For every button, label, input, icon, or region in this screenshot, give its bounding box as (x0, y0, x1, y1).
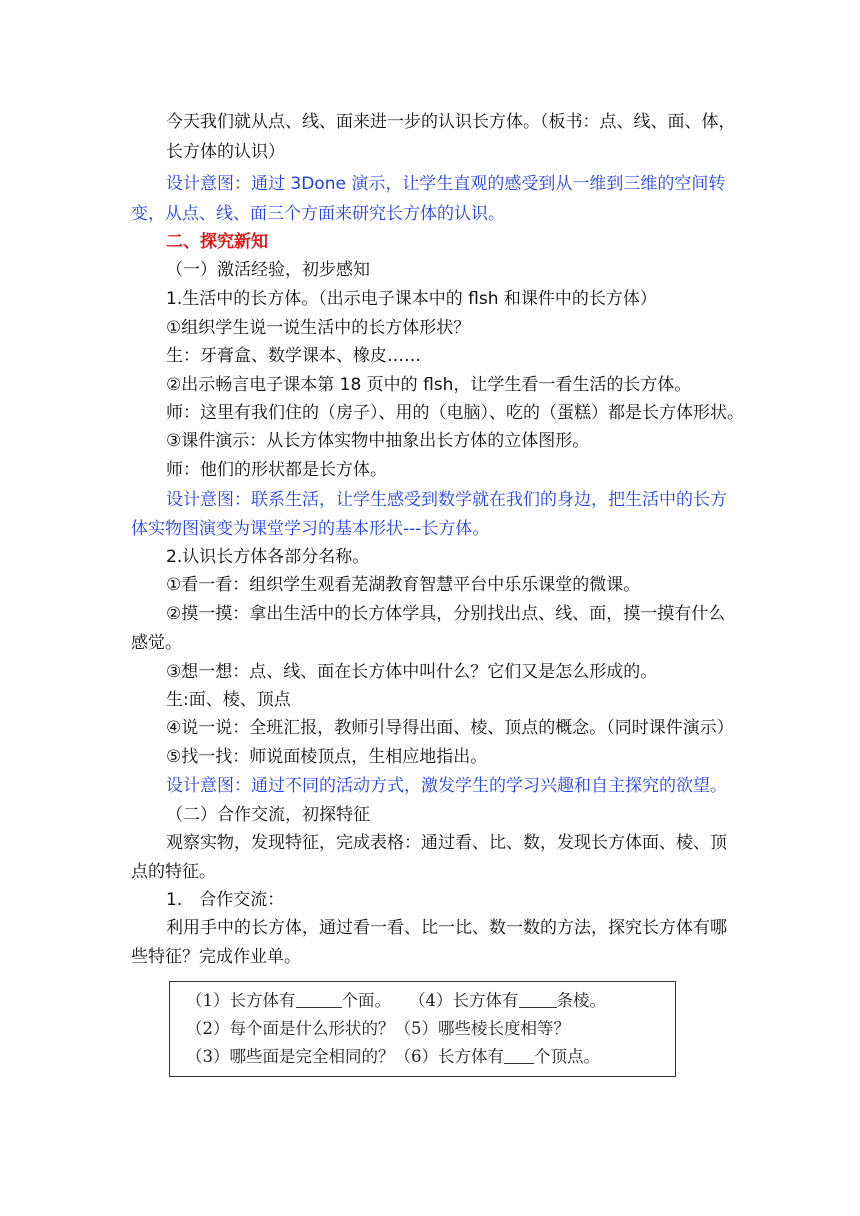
worksheet-box (169, 981, 676, 1077)
paragraph-line: ①组织学生说一说生活中的长方体形状？ (166, 318, 471, 338)
paragraph-line: 生：牙膏盒、数学课本、橡皮…… (166, 346, 421, 366)
answer-blank[interactable] (504, 1047, 534, 1064)
paragraph-line: 2.认识长方体各部分名称。 (166, 547, 370, 567)
paragraph-line: 1.生活中的长方体。（出示电子课本中的 flsh 和课件中的长方体） (166, 289, 657, 309)
worksheet-row-1 (186, 990, 606, 1012)
paragraph-line: 师：他们的形状都是长方体。 (166, 460, 387, 480)
paragraph-line: ①看一看：组织学生观看芜湖教育智慧平台中乐乐课堂的微课。 (166, 575, 641, 595)
paragraph-line: ②出示畅言电子课本第 18 页中的 flsh，让学生看一看生活的长方体。 (166, 375, 692, 395)
design-intent-line: 设计意图：联系生活，让学生感受到数学就在我们的身边，把生活中的长方 (166, 490, 727, 510)
paragraph-line: 利用手中的长方体，通过看一看、比一比、数一数的方法，探究长方体有哪 (166, 918, 727, 938)
paragraph-line: 观察实物，发现特征，完成表格：通过看、比、数，发现长方体面、棱、顶 (166, 833, 727, 853)
paragraph-line: ②摸一摸：拿出生活中的长方体学具，分别找出点、线、面，摸一摸有什么 (166, 604, 726, 624)
worksheet-row-3 (186, 1046, 600, 1068)
question-6: （6）长方体有 (394, 1047, 504, 1066)
paragraph-line: ③课件演示：从长方体实物中抽象出长方体的立体图形。 (166, 431, 590, 451)
design-intent-line: 变，从点、线、面三个方面来研究长方体的认识。 (131, 204, 505, 224)
question-6-suffix: 个顶点。 (534, 1047, 600, 1066)
worksheet-row-2 (186, 1018, 570, 1040)
design-intent-line: 设计意图：通过不同的活动方式，激发学生的学习兴趣和自主探究的欲望。 (166, 776, 727, 796)
section-heading: 二、探究新知 (166, 232, 268, 252)
question-2: （2）每个面是什么形状的？ (186, 1019, 395, 1038)
paragraph-line: 感觉。 (131, 633, 182, 653)
answer-blank[interactable] (519, 991, 557, 1008)
paragraph-line: ③想一想：点、线、面在长方体中叫什么？它们又是怎么形成的。 (166, 662, 658, 682)
paragraph-line: 生:面、棱、顶点 (166, 690, 291, 710)
paragraph-line: ⑤找一找：师说面棱顶点，生相应地指出。 (166, 747, 488, 767)
question-5: （5）哪些棱长度相等？ (394, 1019, 570, 1038)
question-4-suffix: 条棱。 (556, 991, 606, 1010)
question-1: （1）长方体有 (186, 991, 296, 1010)
subsection-heading: （二）合作交流，初探特征 (166, 805, 370, 825)
paragraph-line: 长方体的认识） (166, 142, 285, 162)
question-1-suffix: 个面。 (341, 991, 391, 1010)
subsection-heading: （一）激活经验，初步感知 (166, 260, 370, 280)
answer-blank[interactable] (296, 991, 342, 1008)
question-3: （3）哪些面是完全相同的？ (186, 1047, 395, 1066)
question-4: （4）长方体有 (409, 991, 519, 1010)
design-intent-line: 设计意图：通过 3Done 演示，让学生直观的感受到从一维到三维的空间转 (166, 174, 726, 194)
paragraph-line: 些特征？完成作业单。 (131, 947, 301, 967)
paragraph-line: ④说一说：全班汇报，教师引导得出面、棱、顶点的概念。（同时课件演示） (166, 718, 734, 738)
paragraph-line: 今天我们就从点、线、面来进一步的认识长方体。（板书：点、线、面、体， (166, 112, 736, 132)
paragraph-line: 1. 合作交流： (166, 890, 285, 910)
paragraph-line: 师：这里有我们住的（房子）、用的（电脑）、吃的（蛋糕）都是长方体形状。 (166, 403, 744, 423)
paragraph-line: 点的特征。 (131, 862, 216, 882)
design-intent-line: 体实物图演变为课堂学习的基本形状---长方体。 (131, 519, 490, 539)
